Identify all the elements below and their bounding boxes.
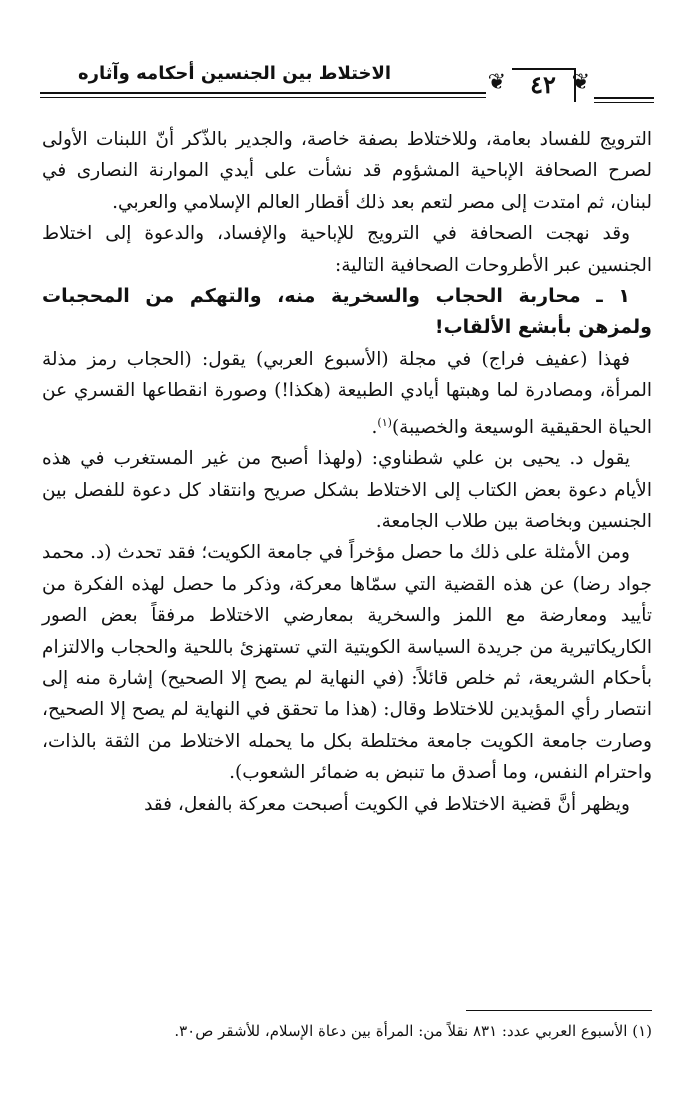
paragraph: الترويج للفساد بعامة، وللاختلاط بصفة خاصة، والجدير بالذّكر أنّ اللبنات الأولى لصرح الصحافة الإباحية المشؤوم قد نشأت على أيدي الموارنة النصارى في لبنان، ثم امتدت إلى مصر لتعم بعد ذلك أقطار العالم الإسلامي والعربي. — [42, 129, 652, 213]
paragraph: ومن الأمثلة على ذلك ما حصل مؤخراً في جامعة الكويت؛ فقد تحدث (د. محمد جواد رضا) عن هذه القضية التي سمّاها معركة، وذكر ما حصل لهذه الفكرة من تأييد ومعارضة مع اللمز والسخرية بمعارضي الاختلاط مرفقاً بعض الصور الكاريكاتيرية من جريدة السياسة الكويتية التي تستهزئ باللحية والحجاب والالتزام بأحكام الشريعة، ثم خلص قائلاً: (في النهاية لم يصح إلا الصحيح) إشارة منه إلى انتصار رأي المؤيدين للاختلاط وقال: (هذا ما تحقق في النهاية لم يصح إلا الصحيح، وصارت جامعة الكويت جامعة مختلطة بكل ما يحمله الاختلاط من الثقة بالذات، واحترام النفس، وما أصدق ما تنبض به ضمائر الشعوب). — [42, 542, 652, 784]
paragraph-text: فهذا (عفيف فراج) في مجلة (الأسبوع العربي) يقول: (الحجاب رمز مذلة المرأة، ومصادرة لما وهبتها أيادي الطبيعة (هكذا!) وصورة انقطاعها القسري عن الحياة الحقيقية الوسيعة والخصيبة) — [42, 348, 652, 438]
running-title: الاختلاط بين الجنسين أحكامه وآثاره — [78, 63, 392, 84]
header-rule — [40, 92, 486, 94]
paragraph: يقول د. يحيى بن علي شطناوي: (ولهذا أصبح من غير المستغرب في هذه الأيام دعوة بعض الكتاب إلى الاختلاط بشكل صريح وانتقاد كل دعوة للفصل بين الجنسين وبخاصة بين طلاب الجامعة. — [42, 448, 652, 533]
header-rule — [40, 97, 486, 98]
section-heading: ١ ـ محاربة الحجاب والسخرية منه، والتهكم من المحجبات ولمزهن بأبشع الألقاب! — [42, 285, 652, 339]
paragraph — [42, 344, 652, 443]
header-rule — [594, 97, 654, 99]
page-number: ٤٢ — [512, 68, 576, 102]
footnote: (١) الأسبوع العربي عدد: ٨٣١ نقلاً من: المرأة بين دعاة الإسلام، للأشقر ص٣٠. — [174, 1022, 652, 1040]
footnote-ref[interactable]: (١) — [377, 415, 392, 429]
paragraph: ويظهر أنَّ قضية الاختلاط في الكويت أصبحت معركة بالفعل، فقد — [144, 793, 630, 815]
header-rule — [594, 102, 654, 103]
ornament-icon: ❦ — [571, 70, 590, 95]
body-text — [42, 124, 652, 820]
page-header — [40, 52, 654, 112]
paragraph: وقد نهجت الصحافة في الترويج للإباحية والإفساد، والدعوة إلى اختلاط الجنسين عبر الأطروحات الصحافية التالية: — [42, 223, 652, 276]
ornament-icon: ❦ — [487, 70, 506, 95]
paragraph-end: . — [371, 416, 378, 438]
footnote-rule — [466, 1010, 652, 1011]
